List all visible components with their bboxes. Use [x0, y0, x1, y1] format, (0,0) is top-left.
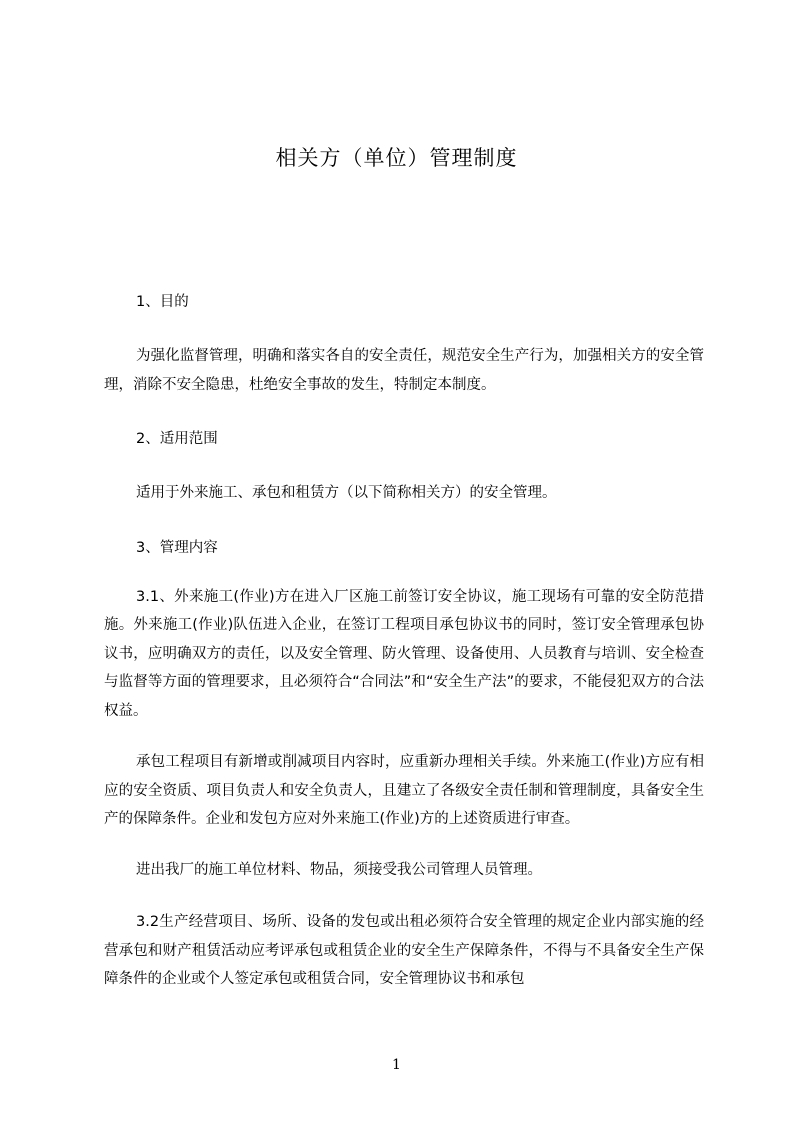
paragraph-scope: 适用于外来施工、承包和租赁方（以下简称相关方）的安全管理。: [136, 485, 557, 501]
section-heading-management-content: 3、管理内容: [136, 539, 218, 556]
paragraph-materials: 进出我厂的施工单位材料、物品，须接受我公司管理人员管理。: [136, 861, 542, 878]
paragraph-project-change: 承包工程项目有新增或削减项目内容时，应重新办理相关手续。外来施工(作业)方应有相应的安全资质、项目负责人和安全负责人，且建立了各级安全责任制和管理制度，具备安全生产的保障条件。企业和发包方应对外来施工(作业)方的上述资质进行审查。: [104, 754, 704, 827]
paragraph-3-1: 3.1、外来施工(作业)方在进入厂区施工前签订安全协议，施工现场有可靠的安全防范措施。外来施工(作业)队伍进入企业，在签订工程项目承包协议书的同时，签订安全管理承包协议书，应明确双方的责任，以及安全管理、防火管理、设备使用、人员教育与培训、安全检查与监督等方面的管理要求，且必须符合“合同法”和“安全生产法”的要求，不能侵犯双方的合法权益。: [104, 588, 704, 719]
page-title: 相关方（单位）管理制度: [275, 146, 518, 170]
paragraph-3-2: 3.2生产经营项目、场所、设备的发包或出租必须符合安全管理的规定企业内部实施的经营承包和财产租赁活动应考评承包或租赁企业的安全生产保障条件，不得与不具备安全生产保障条件的企业或个人签定承包或租赁合同，安全管理协议书和承包: [104, 914, 704, 987]
section-heading-scope: 2、适用范围: [136, 431, 218, 447]
page-number: 1: [392, 1057, 401, 1073]
paragraph-purpose: 为强化监督管理，明确和落实各自的安全责任，规范安全生产行为，加强相关方的安全管理，消除不安全隐患，杜绝安全事故的发生，特制定本制度。: [104, 348, 704, 393]
section-heading-purpose: 1、目的: [136, 294, 189, 310]
document-body: [104, 292, 704, 994]
